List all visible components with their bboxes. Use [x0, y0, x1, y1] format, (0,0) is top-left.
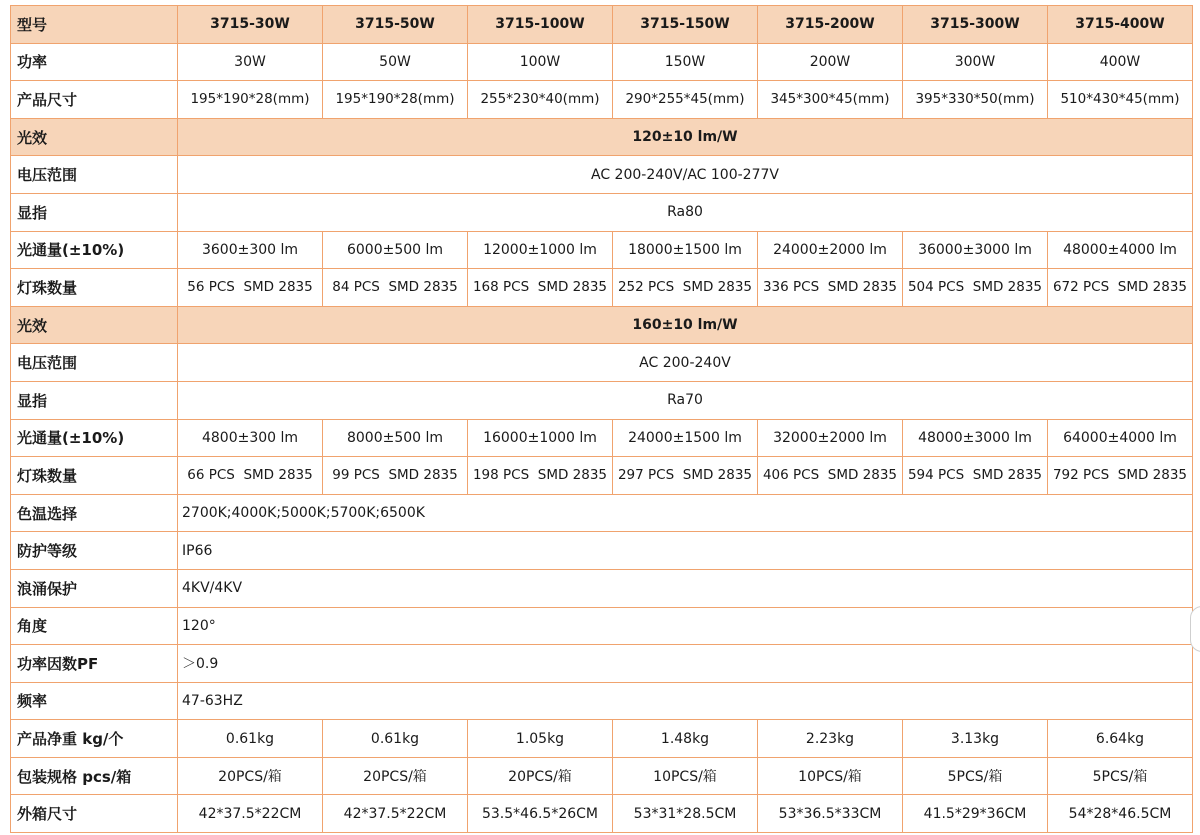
table-cell: 48000±3000 lm: [903, 419, 1048, 457]
table-cell: 30W: [178, 43, 323, 81]
carton-row: [11, 795, 1193, 833]
merged-cell: Ra80: [178, 193, 1193, 231]
table-cell: 42*37.5*22CM: [323, 795, 468, 833]
table-cell: 3715-50W: [323, 6, 468, 44]
row-label: 光效: [11, 306, 178, 344]
edge-scroll-handle: [1190, 606, 1200, 652]
row-label: 型号: [11, 6, 178, 44]
size-row: [11, 81, 1193, 119]
table-cell: 24000±1500 lm: [613, 419, 758, 457]
table-cell: 2.23kg: [758, 720, 903, 758]
row-label: 光通量(±10%): [11, 419, 178, 457]
table-cell: 336 PCS SMD 2835: [758, 269, 903, 307]
table-cell: 53*31*28.5CM: [613, 795, 758, 833]
table-cell: 56 PCS SMD 2835: [178, 269, 323, 307]
flux-row-2: [11, 419, 1193, 457]
table-cell: 42*37.5*22CM: [178, 795, 323, 833]
spec-table: [10, 5, 1193, 833]
merged-cell: 4KV/4KV: [178, 569, 1193, 607]
row-label: 包装规格 pcs/箱: [11, 757, 178, 795]
table-cell: 53.5*46.5*26CM: [468, 795, 613, 833]
row-label: 电压范围: [11, 156, 178, 194]
table-cell: 504 PCS SMD 2835: [903, 269, 1048, 307]
cct-row: [11, 494, 1193, 532]
row-label: 电压范围: [11, 344, 178, 382]
row-label: 光效: [11, 118, 178, 156]
table-cell: 20PCS/箱: [323, 757, 468, 795]
table-cell: 41.5*29*36CM: [903, 795, 1048, 833]
table-cell: 10PCS/箱: [758, 757, 903, 795]
header-row: [11, 6, 1193, 44]
table-cell: 510*430*45(mm): [1048, 81, 1193, 119]
table-cell: 50W: [323, 43, 468, 81]
table-cell: 150W: [613, 43, 758, 81]
table-cell: 3715-400W: [1048, 6, 1193, 44]
table-cell: 3715-150W: [613, 6, 758, 44]
weight-row: [11, 720, 1193, 758]
row-label: 产品尺寸: [11, 81, 178, 119]
merged-cell: IP66: [178, 532, 1193, 570]
table-cell: 255*230*40(mm): [468, 81, 613, 119]
row-label: 光通量(±10%): [11, 231, 178, 269]
merged-cell: 2700K;4000K;5000K;5700K;6500K: [178, 494, 1193, 532]
table-cell: 290*255*45(mm): [613, 81, 758, 119]
row-label: 频率: [11, 682, 178, 720]
merged-cell: 47-63HZ: [178, 682, 1193, 720]
row-label: 灯珠数量: [11, 457, 178, 495]
surge-row: [11, 569, 1193, 607]
table-cell: 300W: [903, 43, 1048, 81]
table-cell: 6.64kg: [1048, 720, 1193, 758]
table-cell: 297 PCS SMD 2835: [613, 457, 758, 495]
merged-cell: ＞0.9: [178, 645, 1193, 683]
flux-row-1: [11, 231, 1193, 269]
voltage-row-1: [11, 156, 1193, 194]
row-label: 显指: [11, 193, 178, 231]
table-cell: 32000±2000 lm: [758, 419, 903, 457]
table-cell: 18000±1500 lm: [613, 231, 758, 269]
table-cell: 3715-30W: [178, 6, 323, 44]
efficacy-row-1: [11, 118, 1193, 156]
merged-cell: 120°: [178, 607, 1193, 645]
table-cell: 20PCS/箱: [468, 757, 613, 795]
freq-row: [11, 682, 1193, 720]
table-cell: 36000±3000 lm: [903, 231, 1048, 269]
table-cell: 168 PCS SMD 2835: [468, 269, 613, 307]
table-cell: 672 PCS SMD 2835: [1048, 269, 1193, 307]
table-cell: 24000±2000 lm: [758, 231, 903, 269]
table-cell: 20PCS/箱: [178, 757, 323, 795]
table-cell: 54*28*46.5CM: [1048, 795, 1193, 833]
table-cell: 345*300*45(mm): [758, 81, 903, 119]
merged-cell: AC 200-240V/AC 100-277V: [178, 156, 1193, 194]
table-cell: 48000±4000 lm: [1048, 231, 1193, 269]
table-cell: 400W: [1048, 43, 1193, 81]
row-label: 功率因数PF: [11, 645, 178, 683]
merged-cell: AC 200-240V: [178, 344, 1193, 382]
ip-row: [11, 532, 1193, 570]
angle-row: [11, 607, 1193, 645]
table-cell: 1.05kg: [468, 720, 613, 758]
table-cell: 200W: [758, 43, 903, 81]
row-label: 防护等级: [11, 532, 178, 570]
row-label: 浪涌保护: [11, 569, 178, 607]
table-cell: 16000±1000 lm: [468, 419, 613, 457]
table-cell: 84 PCS SMD 2835: [323, 269, 468, 307]
row-label: 角度: [11, 607, 178, 645]
table-cell: 5PCS/箱: [1048, 757, 1193, 795]
table-cell: 100W: [468, 43, 613, 81]
table-cell: 64000±4000 lm: [1048, 419, 1193, 457]
table-cell: 0.61kg: [323, 720, 468, 758]
table-cell: 395*330*50(mm): [903, 81, 1048, 119]
table-cell: 0.61kg: [178, 720, 323, 758]
row-label: 色温选择: [11, 494, 178, 532]
row-label: 产品净重 kg/个: [11, 720, 178, 758]
table-cell: 10PCS/箱: [613, 757, 758, 795]
table-cell: 252 PCS SMD 2835: [613, 269, 758, 307]
merged-cell: Ra70: [178, 381, 1193, 419]
table-cell: 198 PCS SMD 2835: [468, 457, 613, 495]
table-cell: 4800±300 lm: [178, 419, 323, 457]
table-cell: 594 PCS SMD 2835: [903, 457, 1048, 495]
table-cell: 3600±300 lm: [178, 231, 323, 269]
row-label: 显指: [11, 381, 178, 419]
table-cell: 66 PCS SMD 2835: [178, 457, 323, 495]
table-cell: 3715-100W: [468, 6, 613, 44]
merged-cell: 120±10 lm/W: [178, 118, 1193, 156]
packing-row: [11, 757, 1193, 795]
row-label: 功率: [11, 43, 178, 81]
power-row: [11, 43, 1193, 81]
table-cell: 53*36.5*33CM: [758, 795, 903, 833]
table-cell: 6000±500 lm: [323, 231, 468, 269]
voltage-row-2: [11, 344, 1193, 382]
table-cell: 3715-200W: [758, 6, 903, 44]
merged-cell: 160±10 lm/W: [178, 306, 1193, 344]
row-label: 外箱尺寸: [11, 795, 178, 833]
table-cell: 406 PCS SMD 2835: [758, 457, 903, 495]
table-cell: 1.48kg: [613, 720, 758, 758]
table-cell: 8000±500 lm: [323, 419, 468, 457]
row-label: 灯珠数量: [11, 269, 178, 307]
leds-row-1: [11, 269, 1193, 307]
table-cell: 99 PCS SMD 2835: [323, 457, 468, 495]
table-cell: 5PCS/箱: [903, 757, 1048, 795]
pf-row: [11, 645, 1193, 683]
table-cell: 12000±1000 lm: [468, 231, 613, 269]
cri-row-2: [11, 381, 1193, 419]
table-cell: 195*190*28(mm): [178, 81, 323, 119]
cri-row-1: [11, 193, 1193, 231]
table-cell: 792 PCS SMD 2835: [1048, 457, 1193, 495]
table-cell: 195*190*28(mm): [323, 81, 468, 119]
efficacy-row-2: [11, 306, 1193, 344]
table-cell: 3.13kg: [903, 720, 1048, 758]
leds-row-2: [11, 457, 1193, 495]
table-cell: 3715-300W: [903, 6, 1048, 44]
